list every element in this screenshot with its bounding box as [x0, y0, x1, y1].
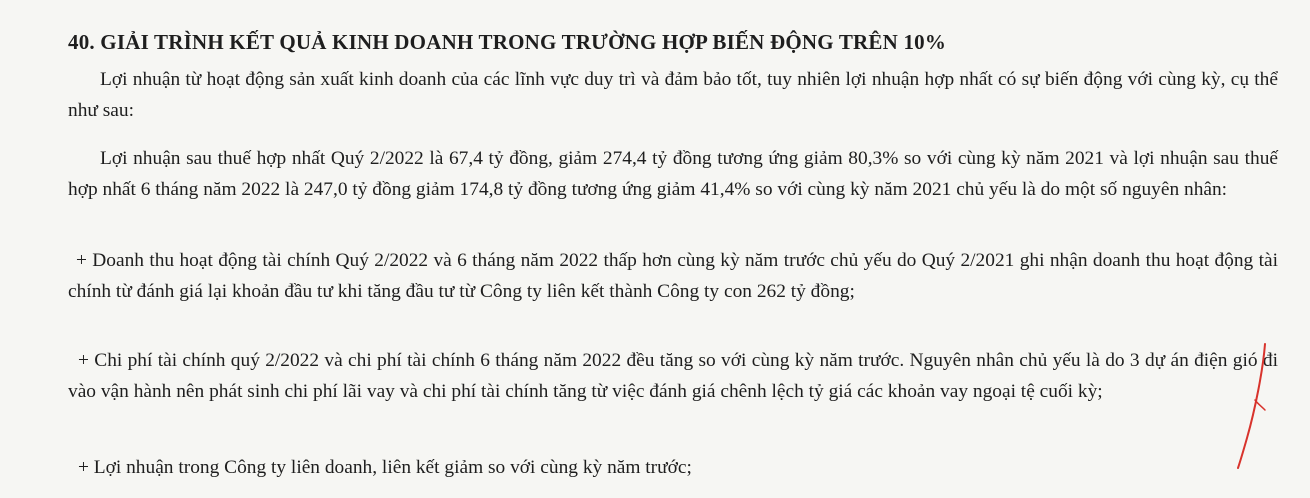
paragraph-intro: Lợi nhuận từ hoạt động sản xuất kinh doanh của các lĩnh vực duy trì và đảm bảo tốt, tuy nhiên lợi nhuận hợp nhất có sự biến động với cùng kỳ, cụ thể như sau:: [68, 69, 1278, 121]
paragraph-financial-expense: + Chi phí tài chính quý 2/2022 và chi phí tài chính 6 tháng năm 2022 đều tăng so với cùng kỳ năm trước. Nguyên nhân chủ yếu là do 3 dự án điện gió đi vào vận hành nên phát sinh chi phí lãi vay và chi phí tài chính tăng từ việc đánh giá chênh lệch tỷ giá các khoản vay ngoại tệ cuối kỳ;: [68, 350, 1278, 402]
paragraph-profit-summary: Lợi nhuận sau thuế hợp nhất Quý 2/2022 là 67,4 tỷ đồng, giảm 274,4 tỷ đồng tương ứng giảm 80,3% so với cùng kỳ năm 2021 và lợi nhuận sau thuế hợp nhất 6 tháng năm 2022 là 247,0 tỷ đồng giảm 174,8 tỷ đồng tương ứng giảm 41,4% so với cùng kỳ năm 2021 chủ yếu là do một số nguyên nhân:: [68, 148, 1278, 200]
section-heading: 40. GIẢI TRÌNH KẾT QUẢ KINH DOANH TRONG TRƯỜNG HỢP BIẾN ĐỘNG TRÊN 10%: [68, 30, 947, 54]
paragraph-financial-revenue: + Doanh thu hoạt động tài chính Quý 2/2022 và 6 tháng năm 2022 thấp hơn cùng kỳ năm trước chủ yếu do Quý 2/2021 ghi nhận doanh thu hoạt động tài chính từ đánh giá lại khoản đầu tư khi tăng đầu tư từ Công ty liên kết thành Công ty con 262 tỷ đồng;: [68, 250, 1278, 302]
pen-mark-icon: [1225, 340, 1285, 470]
paragraph-jv-profit: + Lợi nhuận trong Công ty liên doanh, liên kết giảm so với cùng kỳ năm trước;: [78, 457, 692, 478]
